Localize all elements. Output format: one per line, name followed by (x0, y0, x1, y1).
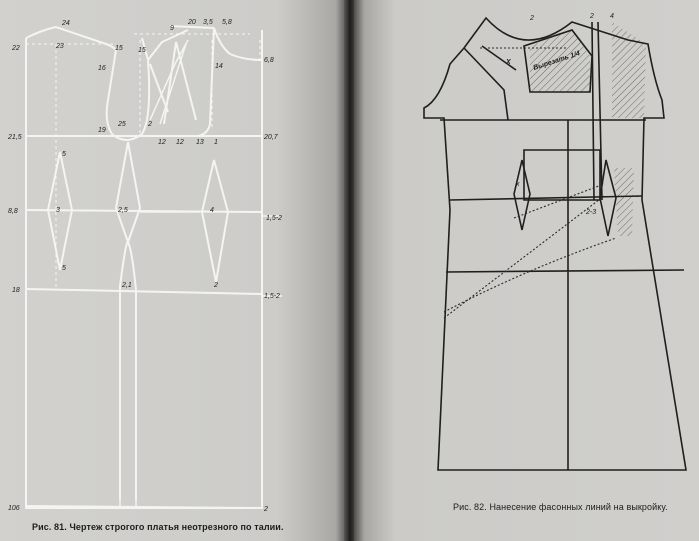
label-18: 18 (12, 287, 20, 294)
label-20: 20 (188, 19, 196, 26)
label-24: 24 (62, 20, 70, 27)
label-13: 13 (196, 139, 204, 146)
label-152a: 1,5-2 (266, 215, 282, 222)
label-15b: 15 (138, 47, 146, 54)
right-page (354, 0, 699, 541)
label-23: 23 (56, 43, 64, 50)
label-12a: 12 (158, 139, 166, 146)
label-2c: 2 (264, 506, 268, 513)
label-106: 106 (8, 505, 20, 512)
label-15a: 15 (115, 45, 123, 52)
label-68: 6,8 (264, 57, 274, 64)
label-x-yoke: X (506, 59, 511, 66)
left-page (0, 0, 346, 541)
label-19: 19 (98, 127, 106, 134)
dress-draft-figure-81 (0, 0, 346, 541)
label-x-dart: x (516, 181, 520, 188)
label-2a: 2 (530, 15, 534, 22)
label-16: 16 (98, 65, 106, 72)
label-4: 4 (210, 207, 214, 214)
label-207: 20,7 (264, 134, 278, 141)
label-9: 9 (170, 25, 174, 32)
dress-pattern-figure-82 (354, 0, 699, 541)
label-2-3: 2-3 (586, 209, 597, 216)
side-hatched-area (614, 168, 634, 236)
figure-caption-81: Рис. 81. Чертеж строгого платья неотрезного по талии. (32, 522, 284, 532)
label-88: 8,8 (8, 208, 18, 215)
label-25: 25 (118, 121, 126, 128)
label-152b: 1,5-2 (264, 293, 280, 300)
label-2b: 2 (590, 13, 594, 20)
label-215: 21,5 (8, 134, 22, 141)
label-2b: 2 (214, 282, 218, 289)
label-1: 1 (214, 139, 218, 146)
figure-caption-82: Рис. 82. Нанесение фасонных линий на выкройку. (453, 502, 668, 512)
label-yoke-cut: Вырезать 1/4 (532, 50, 581, 72)
label-35: 3,5 (203, 19, 213, 26)
label-21: 2,1 (122, 282, 132, 289)
label-4: 4 (610, 13, 614, 20)
label-12b: 12 (176, 139, 184, 146)
shoulder-hatched-area (612, 22, 646, 118)
label-14: 14 (215, 63, 223, 70)
label-2: 2 (148, 121, 152, 128)
label-3: 3 (56, 207, 60, 214)
label-5b: 5 (62, 265, 66, 272)
label-25b: 2,5 (118, 207, 128, 214)
label-5a: 5 (62, 151, 66, 158)
label-22: 22 (12, 45, 20, 52)
label-58: 5,8 (222, 19, 232, 26)
